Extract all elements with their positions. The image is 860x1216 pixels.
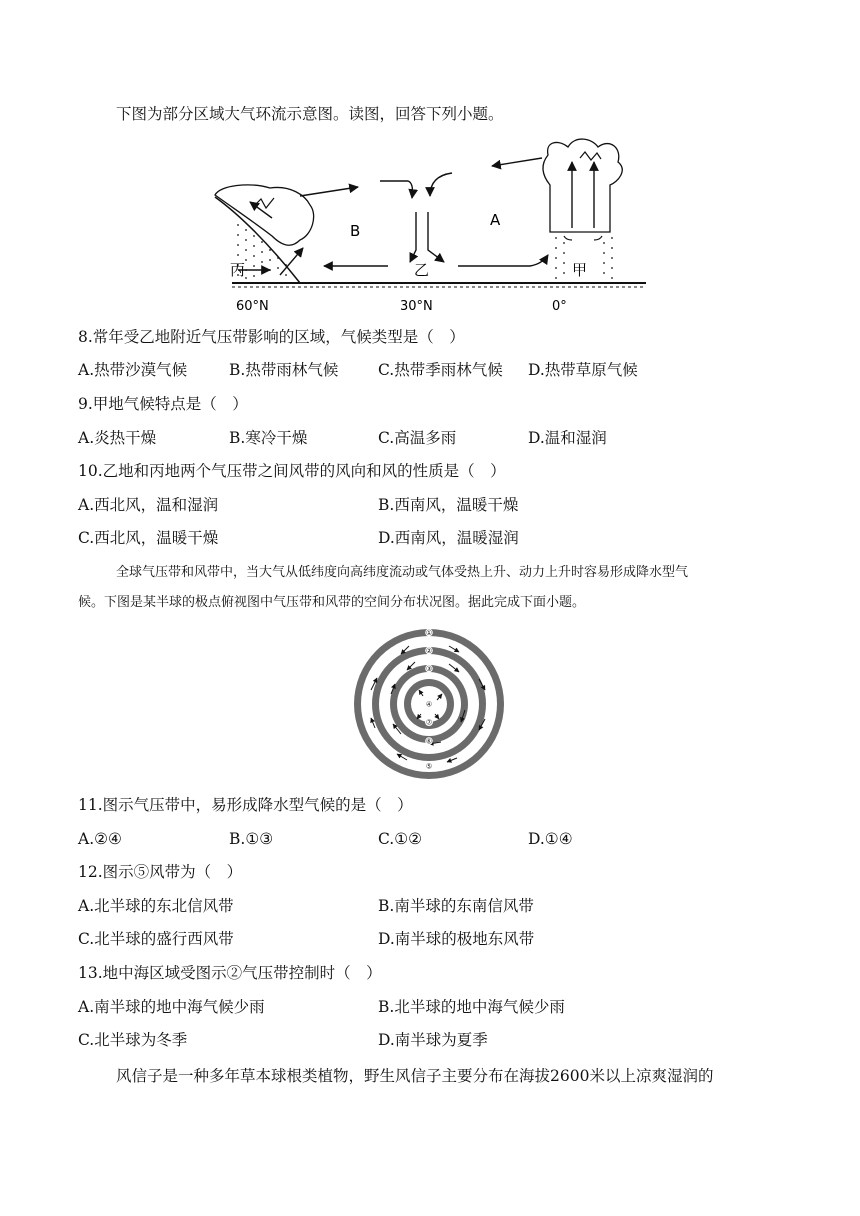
q12-stem: 12.图示⑤风带为（ ） (78, 863, 243, 881)
label-jia: 甲 (572, 261, 588, 279)
intro-2-line-2: 候。下图是某半球的极点俯视图中气压带和风带的空间分布状况图。据此完成下面小题。 (78, 595, 586, 610)
marker-7: ⑦ (425, 718, 433, 727)
q12-option-c[interactable]: C.北半球的盛行西风带 (78, 930, 234, 948)
q8-option-d[interactable]: D.热带草原气候 (528, 361, 638, 379)
marker-2: ② (425, 647, 433, 655)
q12-option-a[interactable]: A.北半球的东北信风带 (78, 897, 234, 915)
lat-30: 30°N (400, 299, 433, 314)
pressure-belt-diagram (349, 624, 509, 784)
label-b: B (350, 222, 361, 240)
marker-4: ④ (425, 700, 433, 709)
q10-option-c[interactable]: C.西北风，温暖干燥 (78, 529, 219, 547)
label-bing: 丙 (230, 261, 246, 279)
q9-stem: 9.甲地气候特点是（ ） (78, 395, 248, 413)
q8-stem: 8.常年受乙地附近气压带影响的区域，气候类型是（ ） (78, 328, 465, 346)
lat-0: 0° (552, 299, 567, 314)
q12-option-b[interactable]: B.南半球的东南信风带 (378, 897, 534, 915)
marker-6: ⑥ (425, 737, 433, 746)
marker-3: ③ (425, 665, 433, 673)
intro-1: 下图为部分区域大气环流示意图。读图，回答下列小题。 (116, 105, 504, 123)
q10-option-b[interactable]: B.西南风，温暖干燥 (378, 496, 519, 514)
q10-stem: 10.乙地和丙地两个气压带之间风带的风向和风的性质是（ ） (78, 462, 506, 480)
q13-option-a[interactable]: A.南半球的地中海气候少雨 (78, 998, 265, 1016)
q11-stem: 11.图示气压带中，易形成降水型气候的是（ ） (78, 796, 413, 814)
q11-option-c[interactable]: C.①② (378, 830, 423, 848)
intro-3: 风信子是一种多年草本球根类植物，野生风信子主要分布在海拔2600米以上凉爽湿润的 (116, 1067, 714, 1085)
q11-option-d[interactable]: D.①④ (528, 830, 573, 848)
q8-option-a[interactable]: A.热带沙漠气候 (78, 361, 188, 379)
q8-option-c[interactable]: C.热带季雨林气候 (378, 361, 503, 379)
q10-option-a[interactable]: A.西北风，温和湿润 (78, 496, 219, 514)
q9-option-d[interactable]: D.温和湿润 (528, 429, 607, 447)
q13-option-c[interactable]: C.北半球为冬季 (78, 1031, 188, 1049)
q13-stem: 13.地中海区域受图示②气压带控制时（ ） (78, 964, 382, 982)
q13-option-d[interactable]: D.南半球为夏季 (378, 1031, 488, 1049)
q12-option-d[interactable]: D.南半球的极地东风带 (378, 930, 535, 948)
q13-option-b[interactable]: B.北半球的地中海气候少雨 (378, 998, 565, 1016)
intro-2-line-1: 全球气压带和风带中，当大气从低纬度向高纬度流动或气体受热上升、动力上升时容易形成降水型气 (116, 565, 689, 580)
q11-option-b[interactable]: B.①③ (229, 830, 274, 848)
lat-60: 60°N (236, 299, 269, 314)
label-yi: 乙 (414, 261, 430, 279)
q10-option-d[interactable]: D.西南风，温暖湿润 (378, 529, 519, 547)
q11-option-a[interactable]: A.②④ (78, 830, 122, 848)
q8-option-b[interactable]: B.热带雨林气候 (229, 361, 339, 379)
label-a: A (490, 211, 501, 229)
q9-option-a[interactable]: A.炎热干燥 (78, 429, 157, 447)
q9-option-c[interactable]: C.高温多雨 (378, 429, 457, 447)
marker-1: ① (425, 629, 433, 637)
marker-5: ⑤ (425, 762, 433, 771)
q9-option-b[interactable]: B.寒冷干燥 (229, 429, 308, 447)
